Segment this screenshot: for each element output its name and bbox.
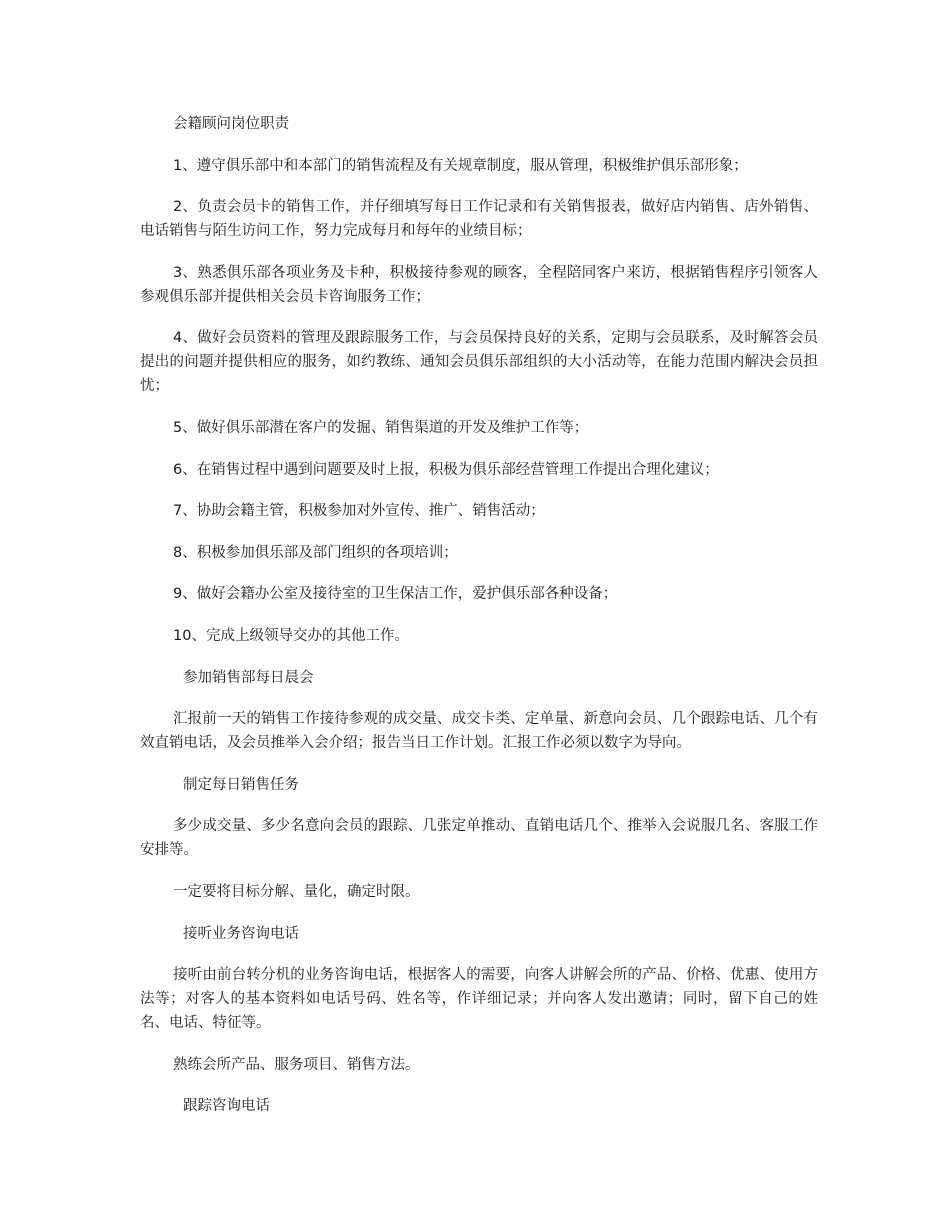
section-heading-daily-task: 制定每日销售任务	[183, 776, 299, 793]
duty-item-7: 7、协助会籍主管，积极参加对外宣传、推广、销售活动；	[173, 503, 545, 520]
section-heading-morning-meeting: 参加销售部每日晨会	[183, 669, 314, 686]
duty-item-10: 10、完成上级领导交办的其他工作。	[173, 627, 409, 644]
document-title: 会籍顾问岗位职责	[173, 116, 289, 132]
duty-item-9: 9、做好会籍办公室及接待室的卫生保洁工作，爱护俱乐部各种设备；	[173, 586, 618, 603]
section-paragraph: 多少成交量、多少名意向会员的跟踪、几张定单推动、直销电话几个、推举入会说服几名、客服工作安排等。	[140, 818, 818, 859]
duty-item-3: 3、熟悉俱乐部各项业务及卡种，积极接待参观的顾客，全程陪同客户来访，根据销售程序引领客人参观俱乐部并提供相关会员卡咨询服务工作；	[140, 264, 818, 305]
duty-item-4: 4、做好会员资料的管理及跟踪服务工作，与会员保持良好的关系，定期与会员联系，及时解答会员提出的问题并提供相应的服务，如约教练、通知会员俱乐部组织的大小活动等，在能力范围内解决会员担忧；	[140, 330, 818, 395]
document-page	[140, 112, 818, 1136]
section-heading-follow-up-calls: 跟踪咨询电话	[183, 1098, 270, 1115]
duty-item-5: 5、做好俱乐部潜在客户的发掘、销售渠道的开发及维护工作等；	[173, 419, 589, 436]
section-paragraph: 一定要将目标分解、量化，确定时限。	[173, 883, 420, 900]
duty-item-6: 6、在销售过程中遇到问题要及时上报，积极为俱乐部经营管理工作提出合理化建议；	[173, 461, 719, 478]
duty-item-1: 1、遵守俱乐部中和本部门的销售流程及有关规章制度，服从管理，积极维护俱乐部形象；	[173, 157, 748, 174]
section-paragraph: 熟练会所产品、服务项目、销售方法。	[173, 1056, 420, 1073]
section-paragraph: 汇报前一天的销售工作接待参观的成交量、成交卡类、定单量、新意向会员、几个跟踪电话、几个有效直销电话，及会员推举入会介绍；报告当日工作计划。汇报工作必须以数字为导向。	[140, 711, 818, 752]
section-heading-answer-calls: 接听业务咨询电话	[183, 925, 299, 942]
section-paragraph: 接听由前台转分机的业务咨询电话，根据客人的需要，向客人讲解会所的产品、价格、优惠、使用方法等；对客人的基本资料如电话号码、姓名等，作详细记录；并向客人发出邀请；同时，留下自己的姓名、电话、特征等。	[140, 967, 818, 1032]
duty-item-8: 8、积极参加俱乐部及部门组织的各项培训；	[173, 544, 458, 561]
duty-item-2: 2、负责会员卡的销售工作，并仔细填写每日工作记录和有关销售报表，做好店内销售、店外销售、电话销售与陌生访问工作，努力完成每月和每年的业绩目标；	[140, 199, 818, 240]
